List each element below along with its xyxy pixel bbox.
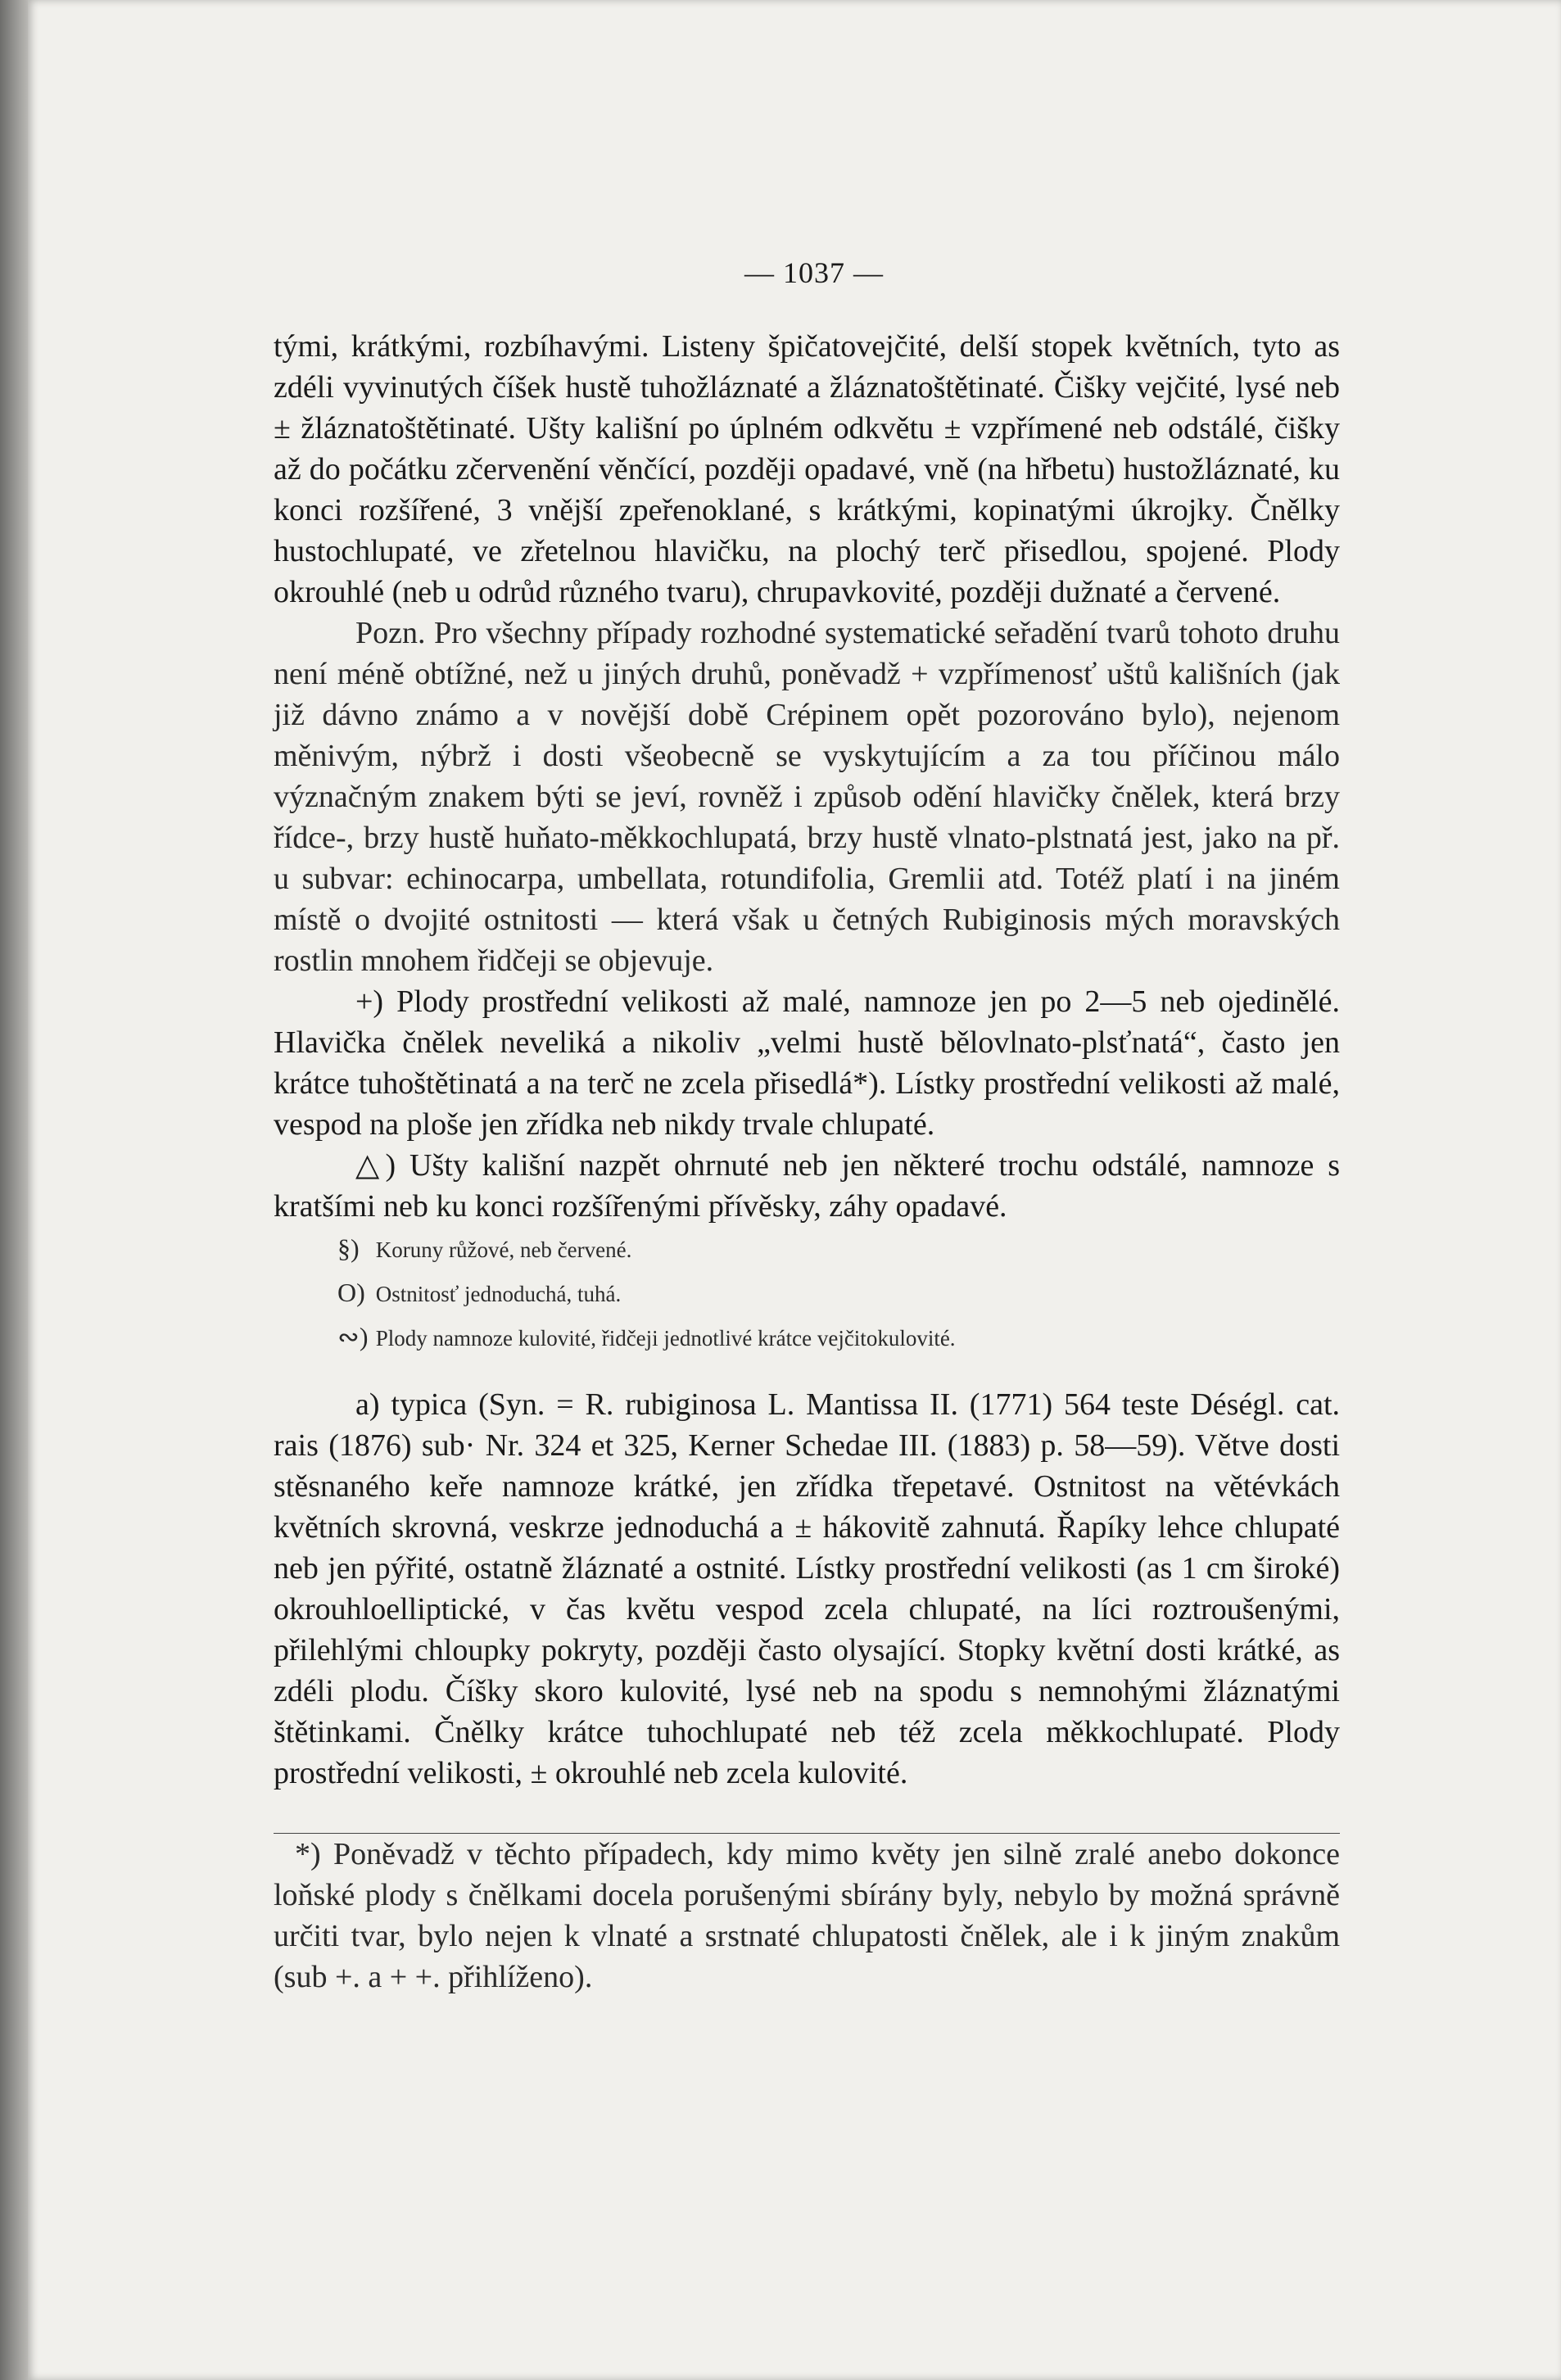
page-number: — 1037 — <box>744 256 884 289</box>
symbol-text: Koruny růžové, neb červené. <box>375 1238 632 1262</box>
circle-symbol-icon: O) <box>337 1278 365 1307</box>
body-text <box>274 326 1340 1998</box>
scan-left-edge <box>0 0 28 2380</box>
symbol-line-corolla <box>274 1227 1340 1271</box>
paragraph-description: tými, krátkými, rozbíhavými. Listeny špičatovejčité, delší stopek květních, tyto as zdéli vyvinutých číšek hustě tuhožláznaté a žláznatoštětinaté. Čišky vejčité, lysé neb ± žláznatoštětinaté. Ušty kališní po úplném odkvětu ± vzpřímené neb odstálé, čišky až do počátku zčervenění věnčící, později opadavé, vně (na hřbetu) hustožláznaté, ku konci rozšířené, 3 vnější zpeřenoklané, s krátkými, kopinatými úkrojky. Čnělky hustochlupaté, ve zřetelnou hlavičku, na plochý terč přisedlou, spojené. Plody okrouhlé (neb u odrůd různého tvaru), chrupavkovité, později dužnaté a červené. <box>274 329 1340 609</box>
paragraph-typica: a) typica (Syn. = R. rubiginosa L. Mantissa II. (1771) 564 teste Déségl. cat. rais (1876) sub· Nr. 324 et 325, Kerner Schedae III. (1883) p. 58—59). Větve dosti stěsnaného keře namnoze krátké, jen zřídka třepetavé. Ostnitost na větévkách květních skrovná, veskrze jednoduchá a ± hákovitě zahnutá. Řapíky lehce chlupaté neb jen pýřité, ostatně žláznaté a ostnité. Lístky prostřední velikosti (as 1 cm široké) okrouhloelliptické, v čas květu vespod zcela chlupaté, na líci roztroušenými, přilehlými chloupky pokryty, později často olysající. Stopky květní dosti krátké, as zdéli plodu. Číšky skoro kulovité, lysé neb na spodu s nemnohými žláznatými štětinkami. Čnělky krátce tuhochlupaté neb též zcela měkkochlupaté. Plody prostřední velikosti, ± okrouhlé neb zcela kulovité. <box>274 1387 1340 1790</box>
section-symbol-icon: §) <box>337 1233 360 1263</box>
footnote: *) Poněvadž v těchto případech, kdy mimo květy jen silně zralé anebo dokonce loňské plody s čnělkami docela porušenými sbírány byly, nebylo by možná správně určiti tvar, bylo nejen k vlnaté a srstnaté chlupatosti čnělek, ale i k jiným znakům (sub +. a + +. přihlíženo). <box>274 1837 1340 1994</box>
symbol-line-fruit <box>274 1315 1340 1360</box>
symbol-text: Plody namnoze kulovité, řidčeji jednotlivé krátce vejčitokulovité. <box>375 1326 956 1351</box>
page <box>28 0 1561 2380</box>
paragraph-delta: △) Ušty kališní nazpět ohrnuté neb jen některé trochu odstálé, namnoze s kratšími neb ku konci rozšířenými přívěsky, záhy opadavé. <box>274 1148 1340 1224</box>
paragraph-plus: +) Plody prostřední velikosti až malé, namnoze jen po 2—5 neb ojedinělé. Hlavička čnělek neveliká a nikoliv „velmi hustě bělovlnato-plsťnatá“, často jen krátce tuhoštětinatá a na terč ne zcela přisedlá*). Lístky prostřední velikosti až malé, vespod na ploše jen zřídka neb nikdy trvale chlupaté. <box>274 984 1340 1142</box>
symbol-line-prickles <box>274 1271 1340 1315</box>
symbol-text: Ostnitosť jednoduchá, tuhá. <box>375 1282 622 1306</box>
tilde-symbol-icon: ∾) <box>337 1322 369 1351</box>
remark-note: Pozn. Pro všechny případy rozhodné systematické seřadění tvarů tohoto druhu není méně obtížné, než u jiných druhů, poněvadž + vzpřímenosť uštů kališních (jak již dávno známo a v novější době Crépinem opět pozorováno bylo), nejenom měnivým, nýbrž i dosti všeobecně se vyskytujícím a za tou příčinou málo význačným znakem býti se jeví, rovněž i způsob odění hlavičky čnělek, která brzy řídce-, brzy hustě huňato-měkkochlupatá, brzy hustě vlnato-plstnatá jest, jako na př. u subvar: echinocarpa, umbellata, rotundifolia, Gremlii atd. Totéž platí i na jiném místě o dvojité ostnitosti — která však u četných Rubiginosis mých moravských rostlin mnohem řidčeji se objevuje. <box>274 616 1340 978</box>
